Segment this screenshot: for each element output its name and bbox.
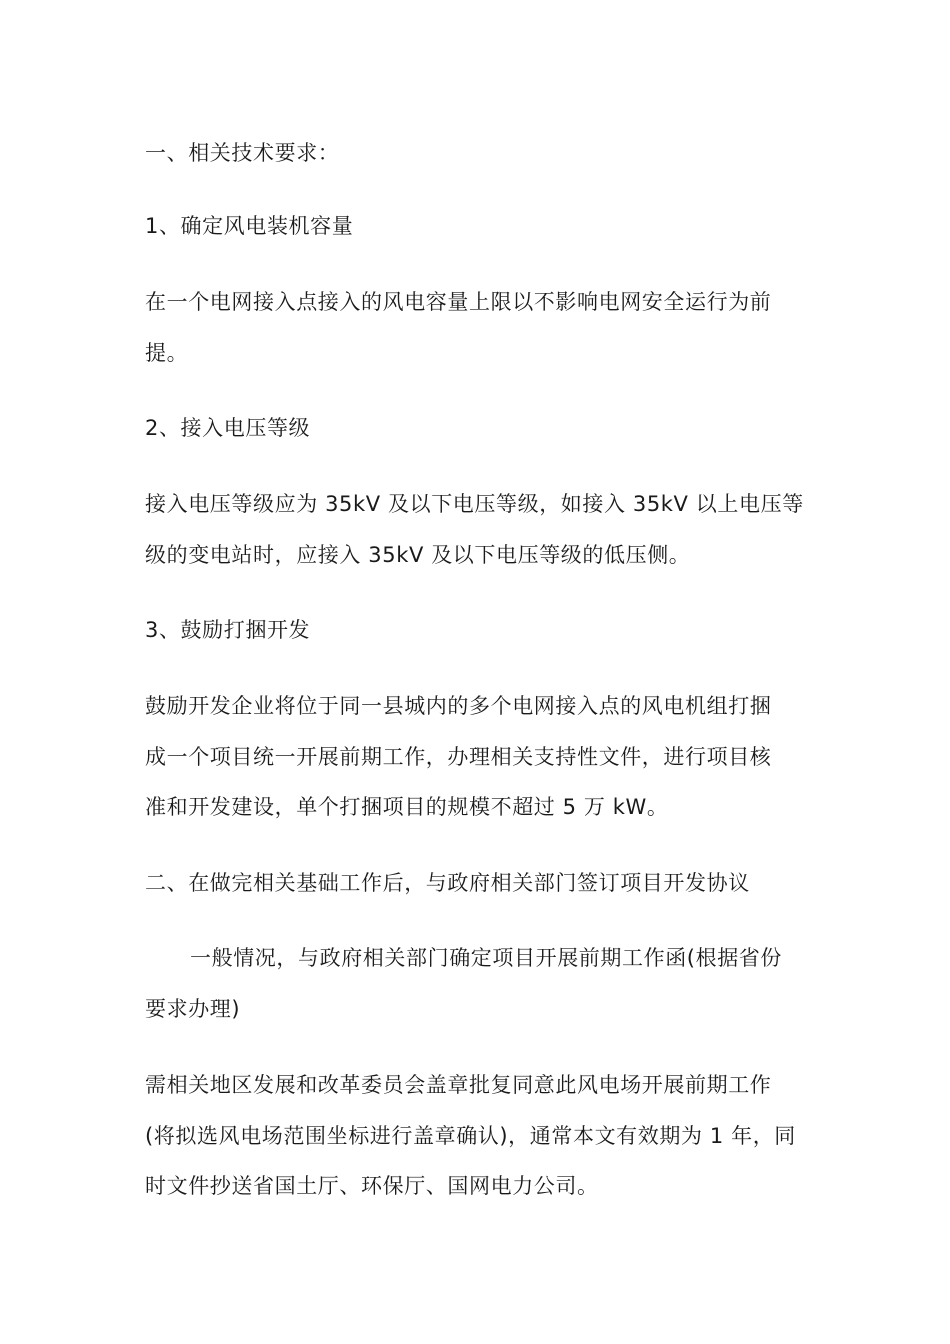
subheading-bundling: 3、鼓励打捆开发 — [145, 618, 311, 642]
section-heading-1: 一、相关技术要求： — [145, 141, 340, 165]
subheading-capacity: 1、确定风电装机容量 — [145, 214, 354, 238]
paragraph-line: 接入电压等级应为 35kV 及以下电压等级，如接入 35kV 以上电压等 — [145, 492, 804, 516]
paragraph-line: 级的变电站时，应接入 35kV 及以下电压等级的低压侧。 — [145, 543, 691, 567]
paragraph-line: 准和开发建设，单个打捆项目的规模不超过 5 万 kW。 — [145, 795, 669, 819]
paragraph-line: 鼓励开发企业将位于同一县城内的多个电网接入点的风电机组打捆 — [145, 694, 772, 718]
paragraph-line: 一般情况，与政府相关部门确定项目开展前期工作函(根据省份 — [190, 946, 782, 970]
paragraph-line: 成一个项目统一开展前期工作，办理相关支持性文件，进行项目核 — [145, 745, 772, 769]
paragraph-line: 提。 — [145, 341, 189, 365]
subheading-voltage: 2、接入电压等级 — [145, 416, 311, 440]
section-heading-2: 二、在做完相关基础工作后，与政府相关部门签订项目开发协议 — [145, 871, 750, 895]
paragraph-line: 时文件抄送省国土厅、环保厅、国网电力公司。 — [145, 1174, 599, 1198]
paragraph-line: 需相关地区发展和改革委员会盖章批复同意此风电场开展前期工作 — [145, 1073, 772, 1097]
paragraph-line: 要求办理) — [145, 997, 241, 1021]
paragraph-line: 在一个电网接入点接入的风电容量上限以不影响电网安全运行为前 — [145, 290, 772, 314]
paragraph-line: (将拟选风电场范围坐标进行盖章确认)，通常本文有效期为 1 年，同 — [145, 1124, 796, 1148]
